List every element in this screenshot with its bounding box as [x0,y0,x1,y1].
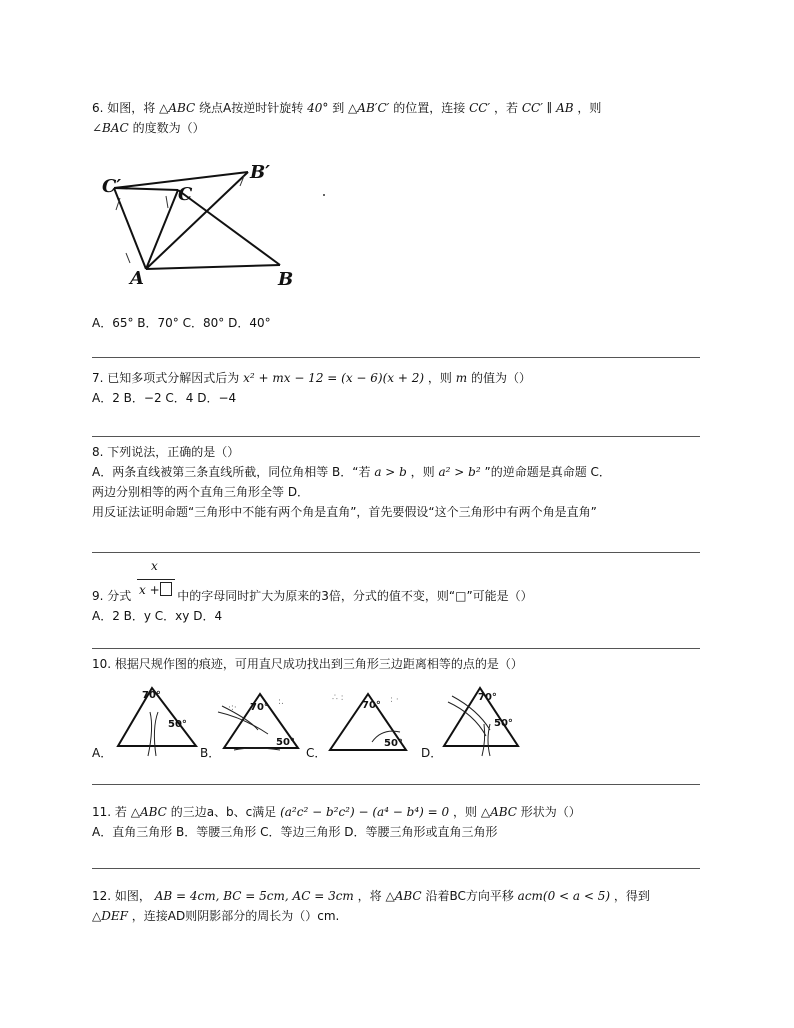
q10-d-angle-top: 70° [478,692,497,703]
q7-text: 7. 已知多项式分解因式后为 [92,371,240,385]
q6-triangle-ab1c1: △AB′C′ [348,101,390,115]
q10-a-angle-right: 50° [168,719,187,730]
q6-label-c1: C′ [102,176,122,197]
q12-text: ，得到 [613,889,650,903]
q6-label-a: A [130,268,144,288]
q12-text: 12. 如图， [92,889,151,903]
q9-stem [92,586,696,606]
divider [92,784,700,785]
q11-stem [92,802,696,822]
q6-text: 6. 如图，将 [92,101,156,115]
q12-text: ，连接AD则阴影部分的周长为（）cm. [131,909,340,923]
q10-c-angle-top: 70° [362,700,381,711]
q10-figure-b [214,690,306,754]
q10-option-c-letter: C． [306,746,327,760]
q11-options: A．直角三角形 B．等腰三角形 C．等边三角形 D．等腰三角形或直角三角形 [92,825,498,839]
q6-label-c: C [178,184,193,205]
q10-b-angle-top: 70° [250,702,269,713]
question-11 [92,802,696,842]
q9-text: 9. 分式 [92,589,132,603]
q6-angle-bac: ∠BAC [92,121,129,135]
question-12 [92,886,702,926]
question-7 [92,368,696,408]
q12-stem-line2 [92,906,702,926]
q7-stem [92,368,696,388]
q9-denominator-text: x + [139,583,160,597]
q8-line1 [92,462,696,482]
q11-text: 的三边a、b、c满足 [170,805,277,819]
q7-formula: x² + mx − 12 = (x − 6)(x + 2) [243,371,425,385]
q8-line3: 用反证法证明命题“三角形中不能有两个角是直角”，首先要假设“这个三角形中有两个角是直角” [92,505,597,519]
q7-text: ，则 [427,371,452,385]
q9-text: 中的字母同时扩大为原来的3倍，分式的值不变，则“□”可能是（） [177,589,533,603]
question-8 [92,442,696,522]
q11-text: 11. 若 [92,805,127,819]
q6-angle: 40° [307,101,329,115]
divider [92,648,700,649]
q9-options: A．2 B．y C．xy D．4 [92,609,223,623]
q10-option-b-letter: B． [200,746,221,760]
q10-stem: 10. 根据尺规作图的痕迹，可用直尺成功找出到三角形三边距离相等的点的是（） [92,657,523,671]
q11-triangle-abc: △ABC [130,805,167,819]
q8-stem: 8. 下列说法，正确的是（） [92,445,240,459]
q6-text: ，若 [493,101,518,115]
q12-stem-line1 [92,886,702,906]
q11-text: 形状为（） [520,805,581,819]
q8-text: ，则 [410,465,435,479]
q12-triangle-abc: △ABC [385,889,422,903]
q6-stem-line1 [92,98,696,118]
divider [92,436,700,437]
q10-d-angle-right: 50° [494,718,513,729]
q8-text: A．两条直线被第三条直线所截，同位角相等 B．“若 [92,465,371,479]
q6-figure [96,158,336,288]
q6-stem-line2 [92,118,696,138]
q10-c-angle-right: 50° [384,738,403,749]
q9-fraction-bar [137,579,175,580]
q7-var-m: m [455,371,468,385]
q10-option-a-letter: A． [92,746,113,760]
q8-conclusion: a² > b² [438,465,481,479]
svg-text:∴ :: ∴ : [332,693,344,703]
svg-text:·:·: ·:· [228,703,237,713]
question-6 [92,98,696,138]
q7-options: A．2 B．−2 C．4 D．−4 [92,391,237,405]
q6-text: 的度数为（） [132,121,205,135]
q11-text: ，则 [453,805,478,819]
svg-text:: ·: : · [390,695,399,705]
svg-text::.: :. [278,697,284,707]
divider [92,868,700,869]
divider [92,552,700,553]
q12-text: 沿着BC方向平移 [425,889,514,903]
q12-shift: acm(0 < a < 5) [517,889,611,903]
q10-figure-a [112,682,202,758]
q6-label-b1: B′ [250,162,270,183]
q6-parallel: CC′ ∥ AB [521,101,574,115]
q6-triangle-abc: △ABC [159,101,196,115]
q6-label-b: B [278,269,294,288]
q12-triangle-def: △DEF [92,909,128,923]
q6-options: A．65° B．70° C．80° D．40° [92,316,271,330]
divider [92,357,700,358]
q10-b-angle-right: 50° [276,737,295,748]
q10-figure-d [434,684,526,758]
q8-text: ”的逆命题是真命题 C． [484,465,611,479]
q7-text: 的值为（） [470,371,531,385]
question-9 [92,586,696,626]
q9-numerator: x [151,559,158,573]
q8-condition: a > b [374,465,407,479]
q6-text: 的位置，连接 [393,101,466,115]
q11-triangle-abc: △ABC [480,805,517,819]
q6-text: 绕点A按逆时针旋转 [199,101,304,115]
q8-line2: 两边分别相等的两个直角三角形全等 D． [92,485,310,499]
q10-a-angle-top: 70° [142,690,161,701]
q6-text: 到 [332,101,345,115]
q11-formula: (a²c² − b²c²) − (a⁴ − b⁴) = 0 [280,805,450,819]
q6-text: ，则 [577,101,602,115]
q12-given: AB = 4cm, BC = 5cm, AC = 3cm [154,889,354,903]
q10-option-d-letter: D． [421,746,443,760]
q12-text: ，将 [357,889,382,903]
q10-figure-c [322,688,412,754]
q6-segment: CC′ [469,101,491,115]
question-10 [92,654,696,674]
